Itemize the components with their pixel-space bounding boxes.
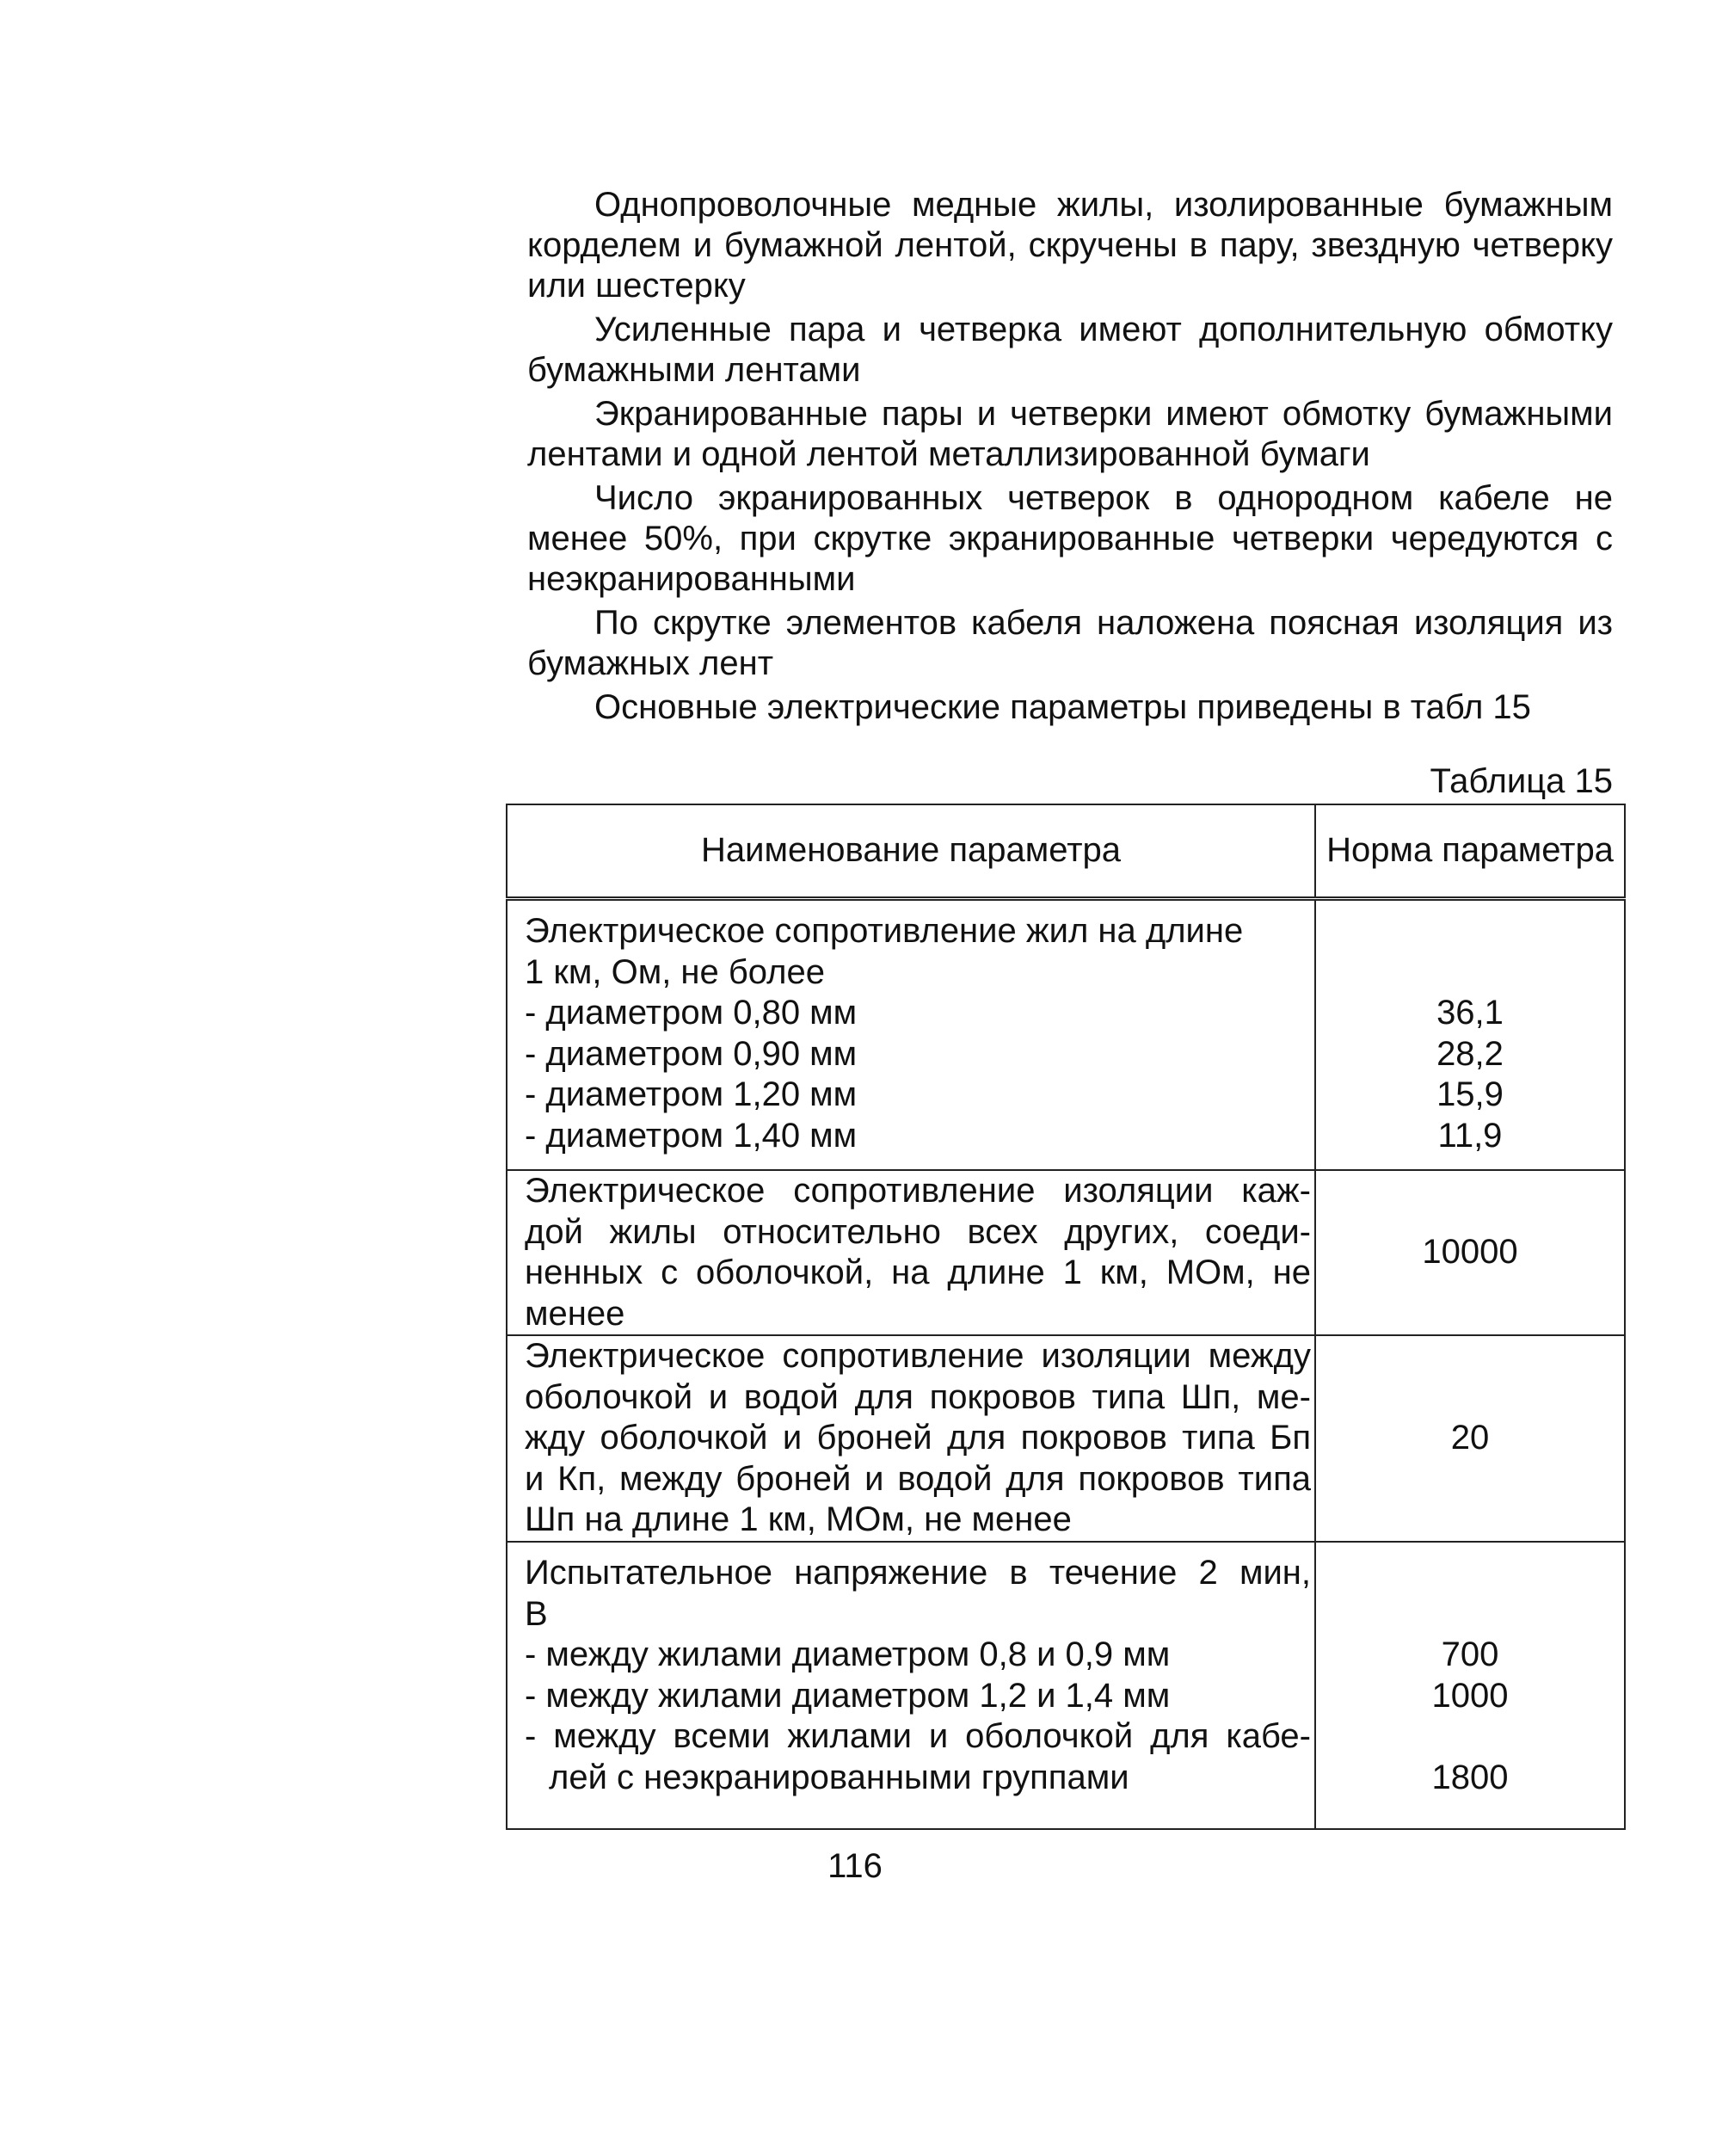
table-row — [507, 1170, 1625, 1335]
parameter-name-line: Шп на длине 1 км, МОм, не менее — [525, 1500, 1072, 1538]
table-caption: Таблица 15 — [1430, 762, 1613, 800]
paragraph: Однопроволочные медные жилы, изолированные бумажным корделем и бумажной лентой, скручены в пару, звездную четверку или шестерку — [527, 186, 1613, 305]
parameter-value: 28,2 — [1436, 1034, 1504, 1073]
parameter-norm-cell — [1315, 899, 1625, 1171]
parameter-name-line: - между жилами диаметром 1,2 и 1,4 мм — [525, 1676, 1171, 1715]
parameter-value: 700 — [1441, 1635, 1499, 1673]
parameter-norm-cell — [1315, 1170, 1625, 1335]
parameter-name-line: жду оболочкой и броней для покровов типа Бп — [525, 1419, 1311, 1457]
paragraph: Усиленные пара и четверка имеют дополнительную обмотку бумажными лентами — [527, 311, 1613, 389]
parameter-value: 1000 — [1431, 1676, 1509, 1715]
parameter-name-line: и Кп, между броней и водой для покровов типа — [525, 1459, 1311, 1498]
parameter-name-line: Электрическое сопротивление жил на длине — [525, 912, 1244, 950]
header-parameter-name: Наименование параметра — [507, 804, 1315, 899]
paragraph: По скрутке элементов кабеля наложена поясная изоляция из бумажных лент — [527, 604, 1613, 682]
table-row — [507, 1542, 1625, 1829]
parameter-value: 10000 — [1422, 1233, 1518, 1272]
parameter-name-line: Электрическое сопротивление изоляции между — [525, 1337, 1311, 1375]
parameter-name-line: менее — [525, 1294, 625, 1333]
paragraph: Число экранированных четверок в однородном кабеле не менее 50%, при скрутке экранированные четверки чередуются с неэкранированными — [527, 479, 1613, 598]
parameter-name-line: Электрическое сопротивление изоляции каж- — [525, 1172, 1311, 1210]
parameter-name-line: - диаметром 0,80 мм — [525, 994, 858, 1032]
page-number: 116 — [827, 1847, 883, 1885]
parameter-norm-cell — [1315, 1335, 1625, 1542]
parameter-name-cell — [507, 899, 1315, 1171]
header-parameter-norm: Норма параметра — [1315, 804, 1625, 899]
parameter-name-line: 1 км, Ом, не более — [525, 952, 825, 991]
parameter-name-line: - диаметром 1,40 мм — [525, 1116, 858, 1155]
parameter-name-cell — [507, 1542, 1315, 1829]
table-row — [507, 899, 1625, 1171]
parameter-value: 1800 — [1431, 1758, 1509, 1796]
parameter-name-line: Испытательное напряжение в течение 2 мин, — [525, 1554, 1311, 1592]
parameter-norm-cell — [1315, 1542, 1625, 1829]
parameter-value: 11,9 — [1437, 1116, 1503, 1155]
parameter-name-line: лей с неэкранированными группами — [549, 1758, 1129, 1796]
parameter-name-line: дой жилы относительно всех других, соеди- — [525, 1212, 1311, 1251]
parameter-name-line: оболочкой и водой для покровов типа Шп, ме- — [525, 1377, 1311, 1416]
parameter-name-line: В — [525, 1594, 548, 1633]
parameter-name-line: - диаметром 0,90 мм — [525, 1034, 858, 1073]
paragraph: Экранированные пары и четверки имеют обмотку бумажными лентами и одной лентой металлизированной бумаги — [527, 395, 1613, 473]
parameter-name-cell — [507, 1335, 1315, 1542]
parameter-value: 15,9 — [1436, 1075, 1504, 1113]
parameter-name-cell — [507, 1170, 1315, 1335]
parameter-name-line: ненных с оболочкой, на длине 1 км, МОм, не — [525, 1254, 1311, 1291]
table-header-row — [507, 804, 1625, 899]
parameter-name-line: - между всеми жилами и оболочкой для кабе- — [525, 1717, 1311, 1755]
table-row — [507, 1335, 1625, 1542]
paragraph: Основные электрические параметры приведены в табл 15 — [594, 688, 1531, 726]
parameter-value: 20 — [1450, 1419, 1490, 1457]
body-text — [527, 185, 1613, 731]
parameters-table — [506, 804, 1626, 1830]
parameter-value: 36,1 — [1436, 994, 1504, 1032]
parameter-name-line: - между жилами диаметром 0,8 и 0,9 мм — [525, 1635, 1171, 1673]
parameter-name-line: - диаметром 1,20 мм — [525, 1075, 858, 1113]
